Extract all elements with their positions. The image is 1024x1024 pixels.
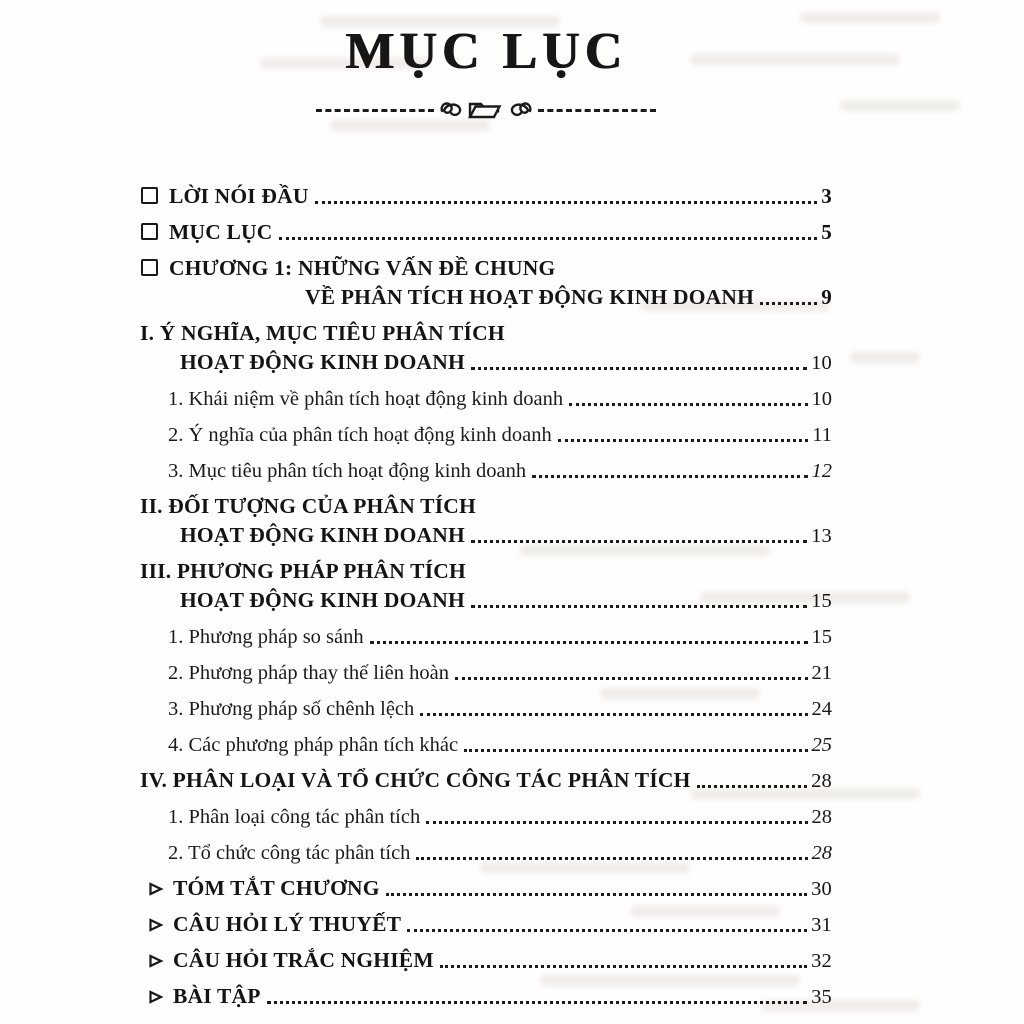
swirl-right-icon [512, 104, 530, 115]
page-number: 10 [811, 388, 832, 410]
page-title: MỤC LỤC [345, 23, 627, 80]
entry-label: 1. Phương pháp so sánh [168, 626, 364, 648]
dot-leader [569, 403, 807, 406]
entry-label: TÓM TẮT CHƯƠNG [173, 876, 380, 900]
dot-leader [416, 857, 807, 860]
entry-label: HOẠT ĐỘNG KINH DOANH [180, 588, 465, 612]
page-number: 21 [811, 662, 832, 684]
page-number: 30 [811, 878, 832, 900]
page-number: 3 [821, 184, 832, 208]
toc-entry [148, 937, 832, 973]
toc-entry [148, 901, 832, 937]
entry-label: III. PHƯƠNG PHÁP PHÂN TÍCH [140, 559, 466, 583]
entry-label: MỤC LỤC [169, 220, 273, 244]
toc-entry [140, 829, 832, 865]
page-number: 32 [811, 950, 832, 972]
toc-entry-continuation [140, 519, 832, 548]
dot-leader [426, 821, 807, 824]
toc-page [140, 0, 832, 1009]
dot-leader [532, 475, 807, 478]
entry-label: 1. Khái niệm về phân tích hoạt động kinh doanh [168, 388, 564, 410]
page-number: 28 [811, 806, 832, 828]
square-bullet-icon [141, 187, 158, 204]
toc-entry [140, 411, 832, 447]
swirl-left-icon [442, 104, 460, 115]
dash-line-left [316, 109, 434, 112]
square-bullet-icon [141, 223, 158, 240]
entry-label: VỀ PHÂN TÍCH HOẠT ĐỘNG KINH DOANH [305, 285, 754, 309]
dot-leader [370, 641, 808, 644]
entry-label: HOẠT ĐỘNG KINH DOANH [180, 523, 465, 547]
entry-label: BÀI TẬP [173, 984, 261, 1008]
dash-line-right [538, 109, 656, 112]
toc-entry [140, 483, 832, 519]
toc-entry [140, 245, 832, 281]
page-number: 35 [811, 986, 832, 1008]
toc-entry-continuation [140, 584, 832, 613]
toc-entry-continuation [140, 281, 832, 310]
toc-entry [148, 973, 832, 1009]
toc-entry [140, 649, 832, 685]
dot-leader [697, 785, 808, 788]
entry-label: CÂU HỎI TRẮC NGHIỆM [173, 948, 434, 972]
entry-label: 2. Tổ chức công tác phân tích [168, 842, 411, 864]
dot-leader [440, 965, 807, 968]
divider-ornament-icons [438, 95, 534, 125]
entry-label: HOẠT ĐỘNG KINH DOANH [180, 350, 465, 374]
page-number: 28 [811, 770, 832, 792]
page-number: 28 [811, 842, 832, 864]
dot-leader [267, 1001, 807, 1004]
toc-entry [140, 793, 832, 829]
arrow-bullet-icon [148, 917, 164, 933]
page-number: 9 [821, 285, 832, 309]
dot-leader [464, 749, 807, 752]
toc-entry [140, 209, 832, 245]
dot-leader [471, 605, 807, 608]
arrow-bullet-icon [148, 953, 164, 969]
dot-leader [760, 302, 817, 305]
page-number: 12 [811, 460, 832, 482]
entry-label: CHƯƠNG 1: NHỮNG VẤN ĐỀ CHUNG [169, 256, 556, 280]
entry-label: 1. Phân loại công tác phân tích [168, 806, 421, 828]
toc-entry [140, 310, 832, 346]
toc-entry [140, 721, 832, 757]
page-number: 31 [811, 914, 832, 936]
dot-leader [558, 439, 809, 442]
entry-label: 2. Ý nghĩa của phân tích hoạt động kinh doanh [168, 424, 552, 446]
toc-entry [140, 548, 832, 584]
toc-entry [140, 613, 832, 649]
toc-entry [140, 447, 832, 483]
page-number: 5 [821, 220, 832, 244]
page-number: 15 [811, 590, 832, 612]
page-number: 11 [812, 424, 832, 446]
entry-label: 3. Phương pháp số chênh lệch [168, 698, 415, 720]
entry-label: II. ĐỐI TƯỢNG CỦA PHÂN TÍCH [140, 494, 476, 518]
entry-label: 3. Mục tiêu phân tích hoạt động kinh doanh [168, 460, 527, 482]
square-bullet-icon [141, 259, 158, 276]
dot-leader [455, 677, 807, 680]
dot-leader [315, 201, 818, 204]
toc-entry-continuation [140, 346, 832, 375]
entry-label: IV. PHÂN LOẠI VÀ TỔ CHỨC CÔNG TÁC PHÂN TÍCH [140, 768, 691, 792]
dot-leader [386, 893, 807, 896]
arrow-bullet-icon [148, 989, 164, 1005]
toc-entry [140, 375, 832, 411]
entry-label: LỜI NÓI ĐẦU [169, 184, 309, 208]
dot-leader [279, 237, 818, 240]
page-number: 25 [811, 734, 832, 756]
entry-label: CÂU HỎI LÝ THUYẾT [173, 912, 402, 936]
entry-label: 2. Phương pháp thay thế liên hoàn [168, 662, 450, 684]
page-number: 13 [811, 525, 832, 547]
dot-leader [407, 929, 807, 932]
dot-leader [471, 367, 807, 370]
toc-entry [148, 865, 832, 901]
dot-leader [420, 713, 807, 716]
toc-entry [140, 173, 832, 209]
page-number: 10 [811, 352, 832, 374]
entry-label: I. Ý NGHĨA, MỤC TIÊU PHÂN TÍCH [140, 321, 505, 345]
toc-list [140, 173, 832, 1009]
toc-entry [140, 757, 832, 793]
toc-entry [140, 685, 832, 721]
dot-leader [471, 540, 807, 543]
arrow-bullet-icon [148, 881, 164, 897]
ornament-divider [140, 95, 832, 125]
page-number: 15 [811, 626, 832, 648]
page-number: 24 [811, 698, 832, 720]
open-folder-icon [470, 104, 500, 117]
entry-label: 4. Các phương pháp phân tích khác [168, 734, 459, 756]
